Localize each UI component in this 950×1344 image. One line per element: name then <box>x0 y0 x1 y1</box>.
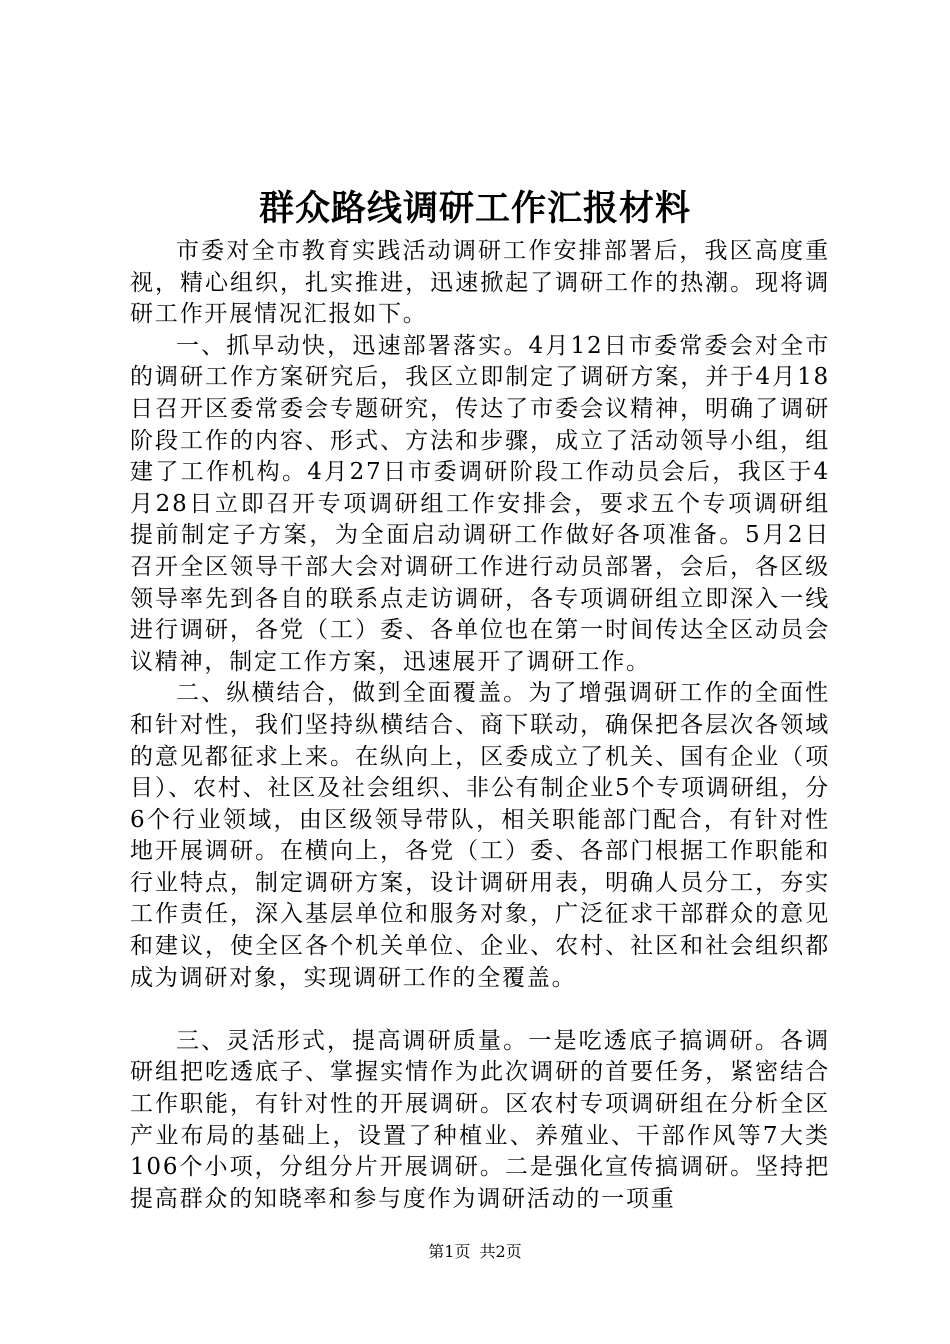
page-footer: 第1页 共2页 <box>428 1242 522 1261</box>
page-title: 群众路线调研工作汇报材料 <box>258 188 691 229</box>
document-body <box>130 236 830 1215</box>
paragraph-section-3: 三、灵活形式，提高调研质量。一是吃透底子搞调研。各调研组把吃透底子、掌握实情作为此次调研的首要任务，紧密结合工作职能，有针对性的开展调研。区农村专项调研组在分析全区产业布局的基础上，设置了种植业、养殖业、干部作风等7大类106个小项，分组分片开展调研。二是强化宣传搞调研。坚持把提高群众的知晓率和参与度作为调研活动的一项重 <box>130 1027 830 1212</box>
paragraph-section-2: 二、纵横结合，做到全面覆盖。为了增强调研工作的全面性和针对性，我们坚持纵横结合、商下联动，确保把各层次各领域的意见都征求上来。在纵向上，区委成立了机关、国有企业（项目）、农村、社区及社会组织、非公有制企业5个专项调研组，分6个行业领域，由区级领导带队，相关职能部门配合，有针对性地开展调研。在横向上，各党（工）委、各部门根据工作职能和行业特点，制定调研方案，设计调研用表，明确人员分工，夯实工作责任，深入基层单位和服务对象，广泛征求干部群众的意见和建议，使全区各个机关单位、企业、农村、社区和社会组织都成为调研对象，实现调研工作的全覆盖。 <box>130 680 830 991</box>
paragraph-section-1: 一、抓早动快，迅速部署落实。4月12日市委常委会对全市的调研工作方案研究后，我区立即制定了调研方案，并于4月18日召开区委常委会专题研究，传达了市委会议精神，明确了调研阶段工作的内容、形式、方法和步骤，成立了活动领导小组，组建了工作机构。4月27日市委调研阶段工作动员会后，我区于4月28日立即召开专项调研组工作安排会，要求五个专项调研组提前制定子方案，为全面启动调研工作做好各项准备。5月2日召开全区领导干部大会对调研工作进行动员部署，会后，各区级领导率先到各自的联系点走访调研，各专项调研组立即深入一线进行调研，各党（工）委、各单位也在第一时间传达全区动员会议精神，制定工作方案，迅速展开了调研工作。 <box>130 332 830 675</box>
paragraph-intro: 市委对全市教育实践活动调研工作安排部署后，我区高度重视，精心组织，扎实推进，迅速掀起了调研工作的热潮。现将调研工作开展情况汇报如下。 <box>130 238 830 328</box>
